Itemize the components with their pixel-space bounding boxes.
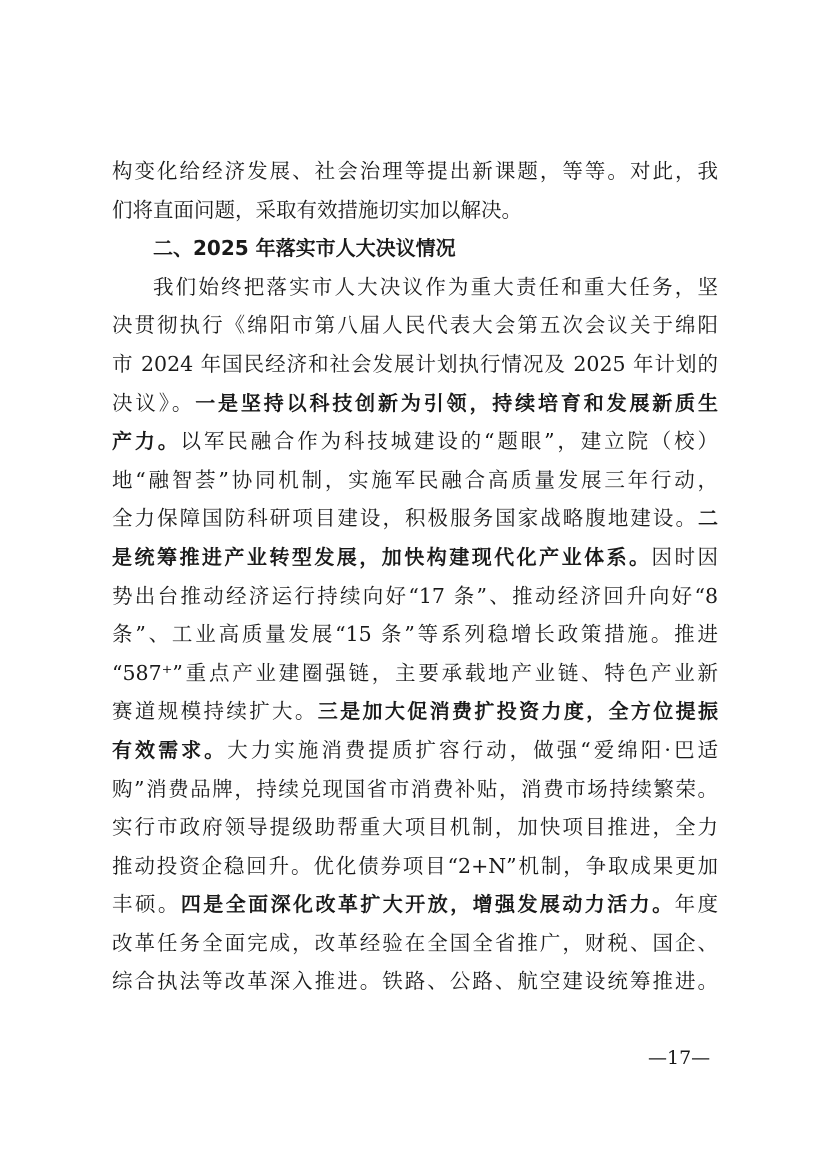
text-line (112, 306, 718, 345)
text-line (112, 384, 718, 423)
text-line (112, 345, 718, 384)
text-line (112, 924, 718, 963)
text-run: 构变化给经济发展、社会治理等提出新课题，等等。对此，我 (112, 159, 718, 183)
text-run: 们将直面问题，采取有效措施切实加以解决。 (112, 197, 522, 222)
text-run: 我们始终把落实市人大决议作为重大责任和重大任务，坚 (153, 274, 718, 299)
text-run: 势出台推动经济运行持续向好“17 条”、推动经济回升向好“8 (112, 583, 718, 608)
text-line (112, 191, 718, 230)
bold-text: 二、2025 年落实市人大决议情况 (153, 236, 456, 261)
text-run: 年度 (674, 892, 719, 917)
text-run: “587⁺”重点产业建圈强链，主要承载地产业链、特色产业新 (112, 660, 718, 685)
bold-text: 一是坚持以科技创新为引领，持续培育和发展新质生 (195, 390, 719, 415)
bold-text: 是统筹推进产业转型发展，加快构建现代化产业体系。 (112, 544, 652, 569)
page-number: —17— (648, 1047, 711, 1069)
text-run: 地“融智荟”协同机制，实施军民融合高质量发展三年行动， (112, 467, 718, 492)
text-run: 丰硕。 (112, 892, 181, 917)
text-line (112, 770, 718, 809)
text-run: 因时因 (651, 544, 719, 569)
bold-text: 产力。 (112, 429, 181, 454)
text-run: 购”消费品牌，持续兑现国省市消费补贴，消费市场持续繁荣。 (112, 776, 718, 801)
text-line (112, 268, 718, 307)
text-line (112, 692, 718, 731)
text-line (112, 499, 718, 538)
text-run: 条”、工业高质量发展“15 条”等系列稳增长政策措施。推进 (112, 622, 718, 647)
text-run: 大力实施消费提质扩容行动，做强“爱绵阳·巴适 (227, 737, 719, 762)
text-line (112, 615, 718, 654)
text-line (112, 654, 718, 693)
text-run: 以军民融合作为科技城建设的“题眼”，建立院（校） (180, 429, 718, 454)
text-run: 改革任务全面完成，改革经验在全国全省推广，财税、国企、 (112, 930, 718, 955)
text-line (112, 808, 718, 847)
text-line (112, 962, 718, 1001)
text-run: 实行市政府领导提级助帮重大项目机制，加快项目推进，全力 (112, 815, 718, 840)
text-line (112, 731, 718, 770)
text-line (112, 152, 718, 191)
text-line (112, 538, 718, 577)
text-run: 全力保障国防科研项目建设，积极服务国家战略腹地建设。 (112, 506, 698, 531)
body-text (112, 152, 718, 1001)
bold-text: 二 (698, 506, 718, 531)
text-line (112, 577, 718, 616)
bold-text: 有效需求。 (112, 737, 228, 762)
text-run: 决贯彻执行《绵阳市第八届人民代表大会第五次会议关于绵阳 (112, 313, 718, 338)
text-line (112, 885, 718, 924)
text-line (112, 461, 718, 500)
text-run: 推动投资企稳回升。优化债券项目“2+N”机制，争取成果更加 (112, 853, 718, 878)
text-run: 市 2024 年国民经济和社会发展计划执行情况及 2025 年计划的 (112, 351, 718, 376)
text-run: 赛道规模持续扩大。 (112, 699, 318, 724)
bold-text: 四是全面深化改革扩大开放，增强发展动力活力。 (180, 892, 675, 917)
section-heading (112, 229, 718, 268)
text-run: 综合执法等改革深入推进。铁路、公路、航空建设统筹推进。 (112, 969, 718, 994)
bold-text: 三是加大促消费扩投资力度，全方位提振 (317, 699, 719, 724)
text-run: 决议》。 (112, 390, 196, 415)
text-line (112, 422, 718, 461)
text-line (112, 847, 718, 886)
